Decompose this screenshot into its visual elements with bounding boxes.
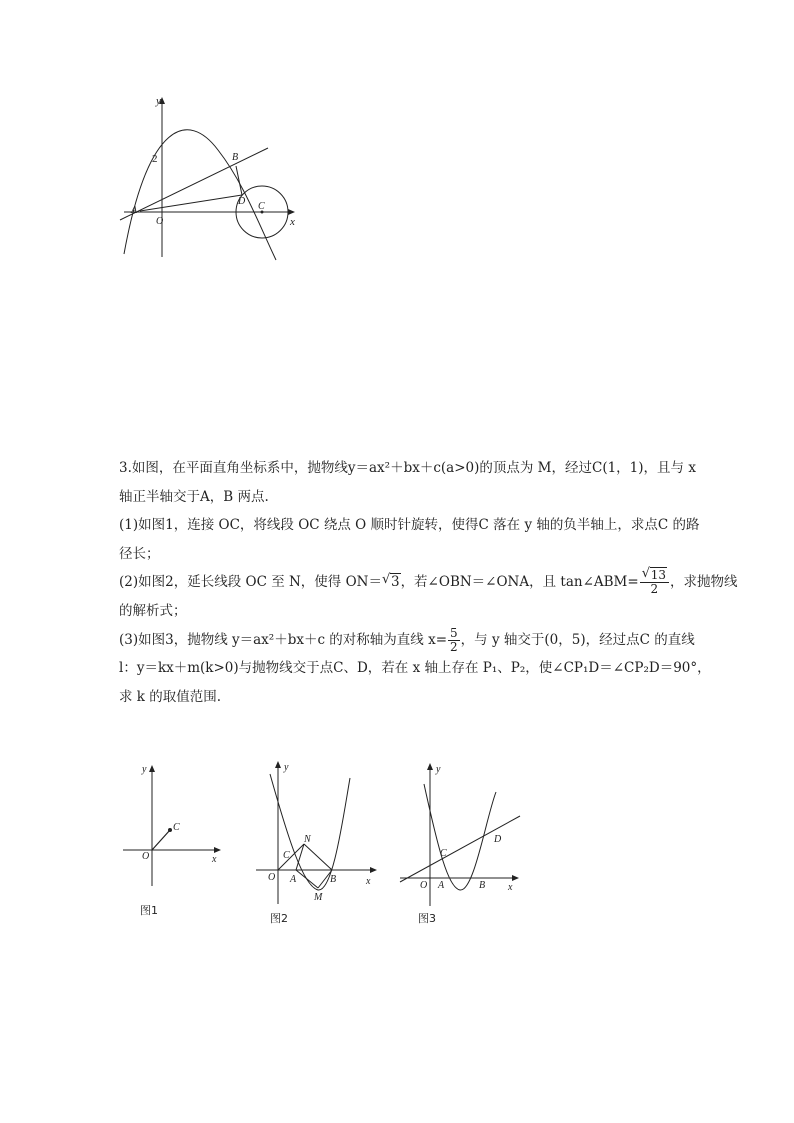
figure-1 bbox=[123, 764, 220, 917]
part3-line-3: 求 k 的取值范围. bbox=[119, 688, 222, 705]
fig2-label-o: O bbox=[268, 872, 276, 883]
fig3-label-d: D bbox=[494, 834, 502, 845]
fig3-line-cd bbox=[400, 816, 520, 882]
part3-text-a: (3)如图3，抛物线 y＝ax²＋bx＋c 的对称轴为直线 x= bbox=[119, 631, 448, 648]
line-ab bbox=[120, 148, 268, 220]
label-o: O bbox=[156, 216, 164, 227]
figure-2 bbox=[256, 762, 376, 925]
line-bd bbox=[236, 166, 242, 195]
fig1-segment-oc bbox=[152, 830, 170, 850]
fig2-parabola bbox=[270, 774, 350, 890]
fig1-label-y: y bbox=[142, 764, 147, 775]
fraction-5-over-2: $\frac{5}{2}$ bbox=[450, 625, 458, 654]
part2-text-a: (2)如图2，延长线段 OC 至 N，使得 ON＝ bbox=[119, 574, 382, 591]
fig2-label-m: M bbox=[314, 892, 323, 903]
fig3-label-a: A bbox=[438, 880, 445, 891]
fig1-label-x: x bbox=[212, 854, 217, 865]
part2-line-1 bbox=[119, 568, 738, 597]
intro-line-2: 轴正半轴交于A，B 两点. bbox=[119, 488, 269, 505]
fig3-parabola bbox=[424, 784, 496, 890]
top-figure bbox=[118, 92, 308, 262]
part2-line-2: 的解析式； bbox=[119, 602, 187, 619]
part3-line-1 bbox=[119, 626, 699, 655]
intro-line-1: 3.如图，在平面直角坐标系中，抛物线y＝ax²＋bx＋c(a>0)的顶点为 M，经过C(1，1)，且与 x bbox=[119, 460, 696, 476]
label-a: A bbox=[131, 205, 138, 216]
sqrt-3: √ 3 bbox=[382, 568, 401, 597]
part1-line-1: (1)如图1，连接 OC，将线段 OC 绕点 O 顺时针旋转，使得C 落在 y 轴的负半轴上，求点C 的路 bbox=[119, 517, 700, 534]
part1-line-2: 径长； bbox=[119, 545, 160, 562]
label-d: D bbox=[238, 196, 246, 207]
fig2-label-n: N bbox=[304, 834, 311, 845]
fig2-label-x: x bbox=[366, 876, 371, 887]
part2-text-b: ，若∠OBN＝∠ONA，且 tan∠ABM= bbox=[400, 574, 639, 591]
label-y: y bbox=[156, 95, 161, 107]
fig3-caption: 图3 bbox=[418, 912, 436, 925]
fraction-sqrt13-over-2: √ $\frac{13}{2}$ bbox=[640, 569, 669, 596]
label-c: C bbox=[258, 201, 265, 212]
label-b: B bbox=[232, 152, 239, 163]
problem-3 bbox=[119, 454, 738, 711]
parabola bbox=[124, 130, 276, 260]
fig2-segment-nb bbox=[304, 844, 332, 870]
fig2-label-y: y bbox=[284, 762, 289, 773]
part3-line-2: l：y＝kx＋m(k>0)与抛物线交于点C、D，若在 x 轴上存在 P₁、P₂，使∠CP₁D＝∠CP₂D＝90°， bbox=[119, 660, 711, 677]
label-two: 2 bbox=[152, 153, 158, 165]
part2-text-c: ，求抛物线 bbox=[669, 574, 738, 591]
figures-row bbox=[118, 758, 538, 938]
figure-3 bbox=[400, 764, 520, 925]
part3-text-b: ，与 y 轴交于(0，5)，经过点C 的直线 bbox=[460, 631, 695, 648]
fig3-label-x: x bbox=[508, 882, 513, 893]
fig1-label-c: C bbox=[173, 822, 180, 833]
fig3-label-c: C bbox=[440, 848, 447, 859]
fig1-caption: 图1 bbox=[140, 904, 158, 917]
fig2-label-c: C bbox=[283, 850, 290, 861]
fig3-label-y: y bbox=[436, 764, 441, 775]
label-x: x bbox=[290, 216, 295, 228]
fig3-label-b: B bbox=[479, 880, 486, 891]
fig2-segment-am bbox=[296, 870, 318, 888]
fig3-label-o: O bbox=[420, 880, 428, 891]
fig1-label-o: O bbox=[142, 851, 150, 862]
fig2-caption: 图2 bbox=[270, 912, 288, 925]
fig2-label-a: A bbox=[290, 874, 297, 885]
fig2-label-b: B bbox=[330, 874, 337, 885]
